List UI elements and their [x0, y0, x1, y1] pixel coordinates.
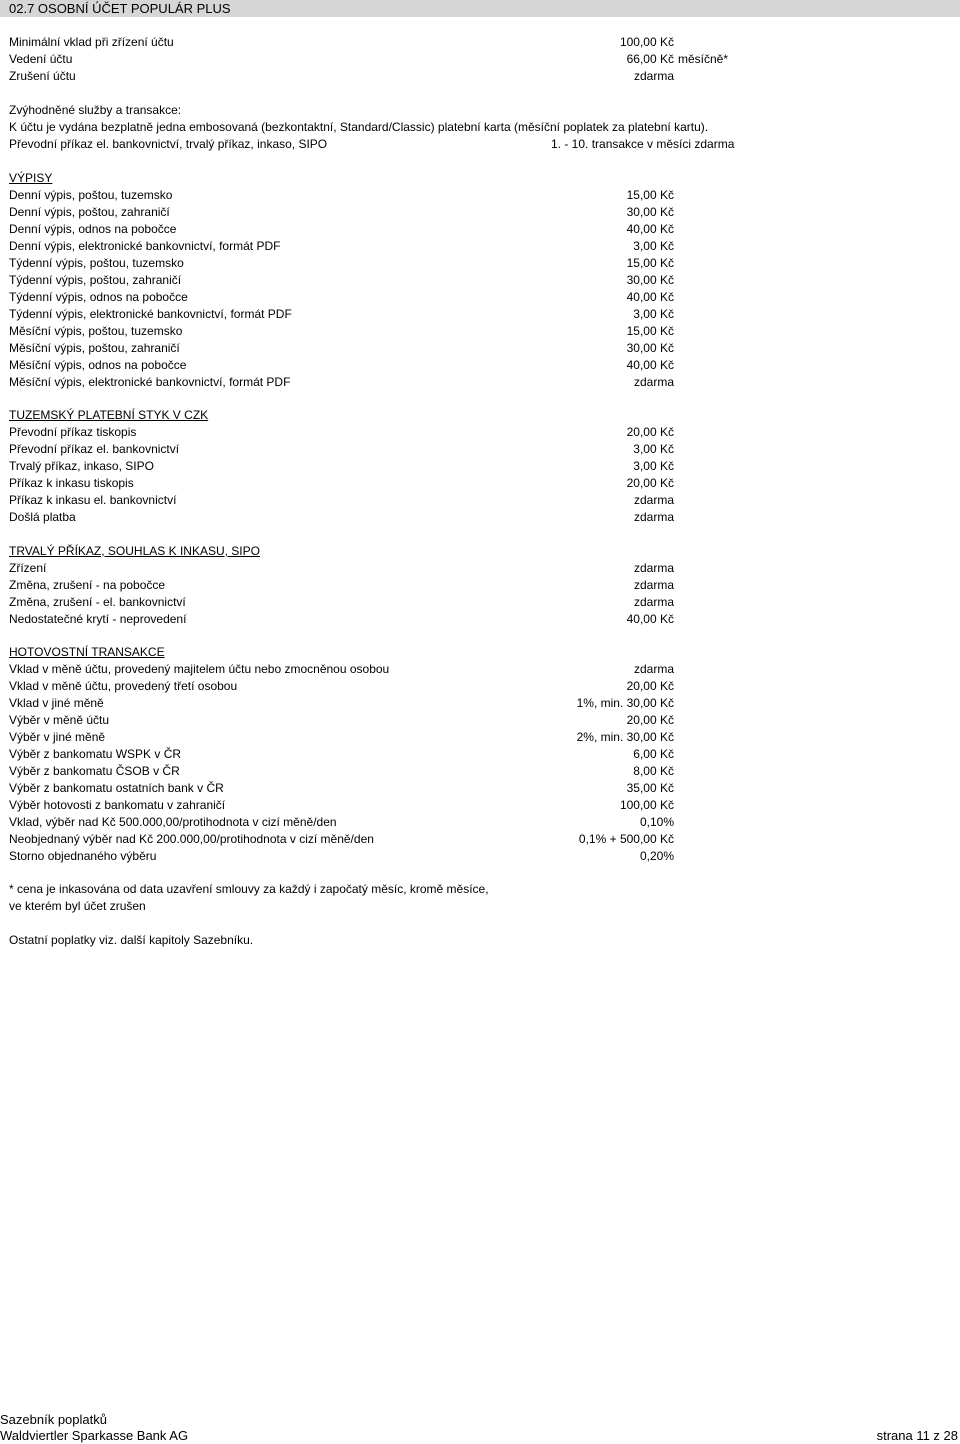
fee-row — [0, 678, 960, 695]
fee-value: 20,00 Kč — [626, 679, 674, 693]
fee-label: Příkaz k inkasu el. bankovnictví — [9, 493, 177, 507]
fee-value: zdarma — [633, 69, 674, 83]
fee-label: Převodní příkaz el. bankovnictví — [9, 442, 180, 456]
benefits-transfer-row — [0, 136, 960, 153]
fee-label: Převodní příkaz el. bankovnictví, trvalý příkaz, inkaso, SIPO — [9, 137, 328, 151]
fee-value: zdarma — [633, 510, 674, 524]
fee-label: Vklad, výběr nad Kč 500.000,00/protihodnota v cizí měně/den — [9, 815, 337, 829]
fee-row — [0, 712, 960, 729]
fee-label: Měsíční výpis, poštou, zahraničí — [9, 341, 180, 355]
fee-value: zdarma — [633, 493, 674, 507]
fee-label: Výběr z bankomatu WSPK v ČR — [9, 747, 182, 761]
fee-row — [0, 289, 960, 306]
fee-label: Vklad v měně účtu, provedený třetí osobou — [9, 679, 238, 693]
fee-row — [0, 509, 960, 526]
section-heading-domestic-payments: TUZEMSKÝ PLATEBNÍ STYK V CZK — [9, 408, 209, 422]
fee-value: 8,00 Kč — [633, 764, 674, 778]
fee-value: zdarma — [633, 578, 674, 592]
fee-label: Měsíční výpis, elektronické bankovnictví, formát PDF — [9, 375, 291, 389]
fee-row — [0, 475, 960, 492]
fee-label: Změna, zrušení - el. bankovnictví — [9, 595, 186, 609]
fee-value: zdarma — [633, 375, 674, 389]
fee-label: Převodní příkaz tiskopis — [9, 425, 137, 439]
benefits-card-text: K účtu je vydána bezplatně jedna embosovaná (bezkontaktní, Standard/Classic) platební karta (měsíční poplatek za platební kartu). — [9, 120, 709, 134]
footnote: * cena je inkasována od data uzavření smlouvy za každý i započatý měsíc, kromě měsíce, — [9, 882, 489, 896]
fee-value: 3,00 Kč — [633, 239, 674, 253]
fee-row — [0, 340, 960, 357]
fee-label: Vedení účtu — [9, 52, 73, 66]
fee-value: 30,00 Kč — [626, 341, 674, 355]
fee-value: 100,00 Kč — [619, 798, 674, 812]
fee-label: Denní výpis, odnos na pobočce — [9, 222, 177, 236]
fee-row — [0, 306, 960, 323]
fee-row — [0, 780, 960, 797]
fee-row — [0, 51, 960, 68]
fee-value: 1%, min. 30,00 Kč — [576, 696, 674, 710]
fee-value: 40,00 Kč — [626, 358, 674, 372]
fee-value: 0,20% — [639, 849, 674, 863]
fee-row — [0, 492, 960, 509]
fee-row — [0, 374, 960, 391]
fee-label: Neobjednaný výběr nad Kč 200.000,00/protihodnota v cizí měně/den — [9, 832, 374, 846]
fee-value: 1. - 10. transakce v měsíci zdarma — [551, 137, 735, 151]
other-fees-note: Ostatní poplatky viz. další kapitoly Sazebníku. — [9, 933, 254, 947]
fee-row — [0, 746, 960, 763]
fee-label: Zřízení — [9, 561, 47, 575]
fee-label: Nedostatečné krytí - neprovedení — [9, 612, 187, 626]
fee-row — [0, 441, 960, 458]
fee-value: 40,00 Kč — [626, 222, 674, 236]
fee-row — [0, 831, 960, 848]
fee-label: Výběr z bankomatu ČSOB v ČR — [9, 764, 180, 778]
fee-value: 3,00 Kč — [633, 307, 674, 321]
fee-value: 40,00 Kč — [626, 290, 674, 304]
fee-value: zdarma — [633, 662, 674, 676]
section-heading-statements: VÝPISY — [9, 171, 53, 185]
fee-label: Příkaz k inkasu tiskopis — [9, 476, 134, 490]
fee-value: 66,00 Kč — [626, 52, 674, 66]
fee-value: 15,00 Kč — [626, 256, 674, 270]
fee-value: zdarma — [633, 595, 674, 609]
fee-label: Změna, zrušení - na pobočce — [9, 578, 166, 592]
page-title: 02.7 OSOBNÍ ÚČET POPULÁR PLUS — [9, 1, 231, 16]
fee-row — [0, 695, 960, 712]
fee-value: 35,00 Kč — [626, 781, 674, 795]
fee-label: Vklad v měně účtu, provedený majitelem účtu nebo zmocněnou osobou — [9, 662, 390, 676]
fee-row — [0, 272, 960, 289]
fee-label: Výběr v měně účtu — [9, 713, 110, 727]
footnote-continued: ve kterém byl účet zrušen — [9, 899, 146, 913]
fee-row — [0, 848, 960, 865]
fee-row — [0, 323, 960, 340]
fee-row — [0, 204, 960, 221]
fee-row — [0, 221, 960, 238]
fee-value: 20,00 Kč — [626, 476, 674, 490]
fee-label: Týdenní výpis, poštou, tuzemsko — [9, 256, 184, 270]
fee-value: 0,10% — [639, 815, 674, 829]
fee-label: Denní výpis, elektronické bankovnictví, formát PDF — [9, 239, 281, 253]
fee-value: 30,00 Kč — [626, 273, 674, 287]
fee-value: 20,00 Kč — [626, 425, 674, 439]
fee-row — [0, 238, 960, 255]
fee-label: Došlá platba — [9, 510, 76, 524]
fee-label: Měsíční výpis, odnos na pobočce — [9, 358, 187, 372]
fee-row — [0, 255, 960, 272]
section-heading-standing-orders: TRVALÝ PŘÍKAZ, SOUHLAS K INKASU, SIPO — [9, 544, 260, 558]
fee-value: 30,00 Kč — [626, 205, 674, 219]
benefits-title: Zvýhodněné služby a transakce: — [9, 103, 182, 117]
fee-label: Měsíční výpis, poštou, tuzemsko — [9, 324, 183, 338]
fee-label: Denní výpis, poštou, zahraničí — [9, 205, 170, 219]
fee-row — [0, 357, 960, 374]
fee-label: Týdenní výpis, poštou, zahraničí — [9, 273, 182, 287]
fee-label: Vklad v jiné měně — [9, 696, 104, 710]
fee-label: Výběr hotovosti z bankomatu v zahraničí — [9, 798, 226, 812]
fee-value: zdarma — [633, 561, 674, 575]
fee-row — [0, 814, 960, 831]
fee-value: 3,00 Kč — [633, 459, 674, 473]
fee-label: Týdenní výpis, odnos na pobočce — [9, 290, 188, 304]
fee-label: Zrušení účtu — [9, 69, 76, 83]
fee-row — [0, 458, 960, 475]
fee-label: Denní výpis, poštou, tuzemsko — [9, 188, 173, 202]
fee-row — [0, 187, 960, 204]
fee-row — [0, 797, 960, 814]
fee-value: 2%, min. 30,00 Kč — [576, 730, 674, 744]
fee-value: 100,00 Kč — [619, 35, 674, 49]
fee-row — [0, 594, 960, 611]
fee-value: 3,00 Kč — [633, 442, 674, 456]
fee-row — [0, 34, 960, 51]
fee-value: 15,00 Kč — [626, 188, 674, 202]
fee-label: Týdenní výpis, elektronické bankovnictví, formát PDF — [9, 307, 292, 321]
fee-value: 20,00 Kč — [626, 713, 674, 727]
fee-row — [0, 763, 960, 780]
section-header-bar — [0, 0, 960, 17]
fee-period: měsíčně* — [678, 52, 729, 66]
fee-label: Trvalý příkaz, inkaso, SIPO — [9, 459, 154, 473]
fee-row — [0, 611, 960, 628]
fee-row — [0, 68, 960, 85]
footer-page-number: strana 11 z 28 — [876, 1428, 958, 1443]
fee-row — [0, 577, 960, 594]
fee-value: 15,00 Kč — [626, 324, 674, 338]
footer-bank-name: Waldviertler Sparkasse Bank AG — [0, 1428, 189, 1443]
footer-document-name: Sazebník poplatků — [0, 1412, 107, 1427]
fee-label: Minimální vklad při zřízení účtu — [9, 35, 174, 49]
fee-value: 40,00 Kč — [626, 612, 674, 626]
fee-value: 0,1% + 500,00 Kč — [578, 832, 674, 846]
fee-label: Výběr z bankomatu ostatních bank v ČR — [9, 781, 224, 795]
fee-label: Storno objednaného výběru — [9, 849, 157, 863]
fee-label: Výběr v jiné měně — [9, 730, 106, 744]
fee-row — [0, 729, 960, 746]
section-heading-cash-transactions: HOTOVOSTNÍ TRANSAKCE — [9, 645, 165, 659]
fee-row — [0, 560, 960, 577]
fee-value: 6,00 Kč — [633, 747, 674, 761]
fee-row — [0, 661, 960, 678]
fee-row — [0, 424, 960, 441]
